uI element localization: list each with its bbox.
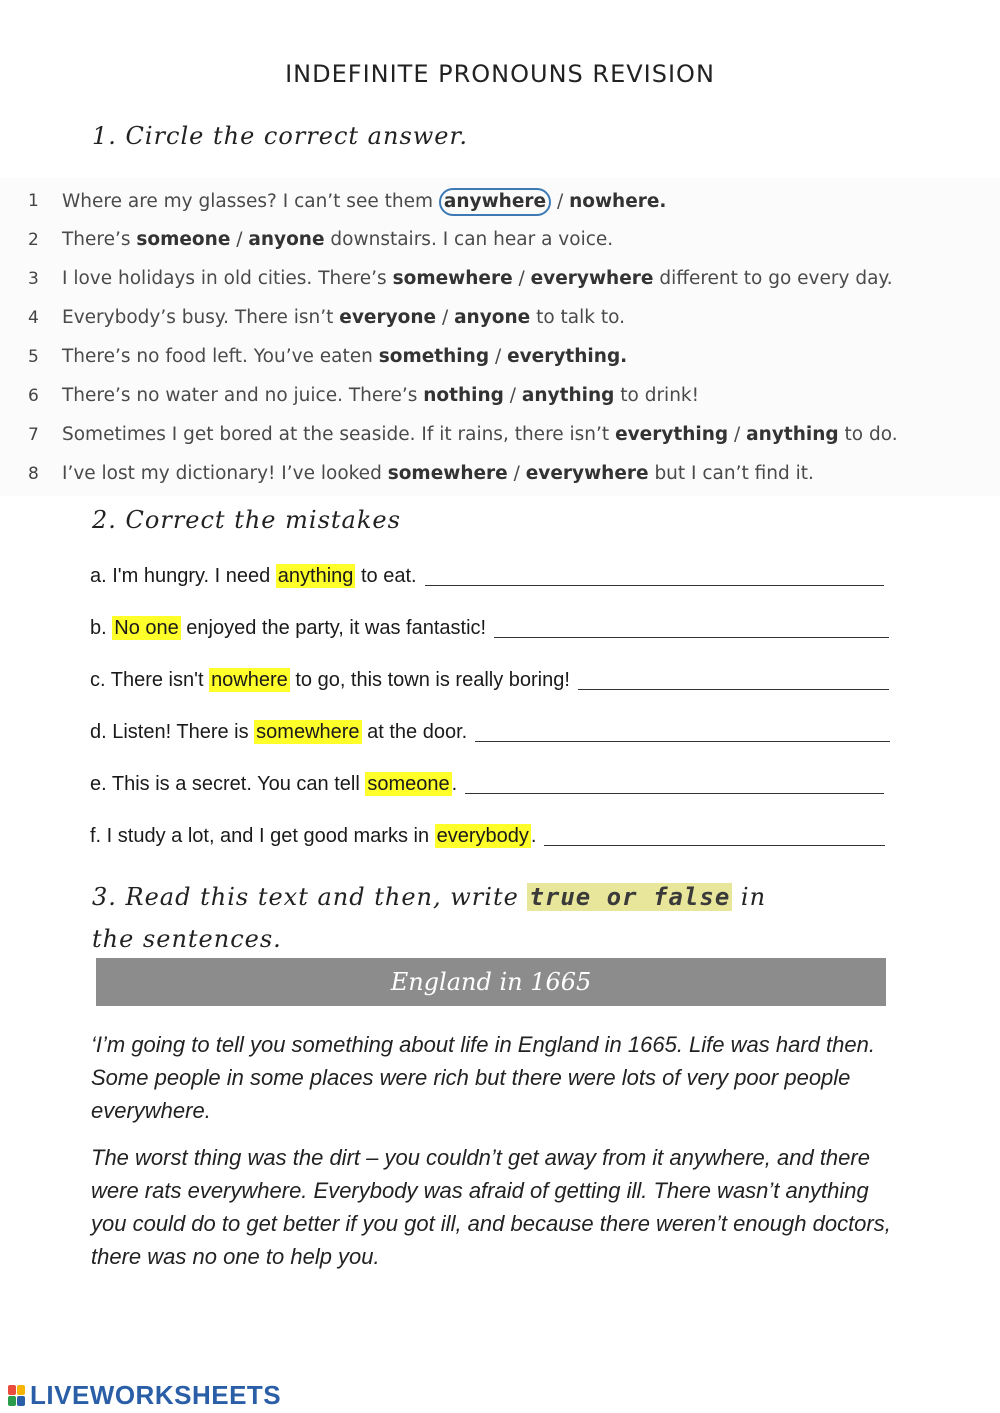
answer-blank[interactable] (465, 770, 884, 794)
exercise-1-list (0, 178, 1000, 496)
item-sentence: Where are my glasses? I can’t see them anywhere / nowhere. (62, 190, 666, 214)
option-1[interactable]: something (378, 346, 490, 367)
exercise-1-item (0, 412, 1000, 451)
liveworksheets-logo-icon (8, 1385, 26, 1407)
exercise-1-item (0, 451, 1000, 490)
option-2[interactable]: everywhere (525, 463, 649, 484)
option-1-circled[interactable]: anywhere (439, 188, 551, 216)
item-number: 6 (28, 386, 39, 406)
highlighted-mistake: somewhere (256, 721, 360, 743)
highlighted-mistake: nowhere (211, 669, 288, 691)
item-number: 8 (28, 464, 39, 484)
page-title: INDEFINITE PRONOUNS REVISION (285, 60, 715, 88)
option-2[interactable]: everywhere (530, 268, 654, 289)
item-sentence: d. Listen! There is somewhere at the door. (90, 721, 468, 743)
brand-name: LIVEWORKSHEETS (30, 1380, 282, 1410)
exercise-1-item (0, 373, 1000, 412)
item-number: 5 (28, 347, 39, 367)
item-number: 2 (28, 230, 39, 250)
option-2[interactable]: anyone (454, 307, 531, 328)
exercise-2-item (90, 714, 890, 748)
option-2[interactable]: anyone (248, 229, 325, 250)
section-3-heading: 3. Read this text and then, write true or false in the sentences. (92, 883, 767, 953)
item-sentence: c. There isn't nowhere to go, this town is really boring! (90, 669, 570, 691)
reading-paragraph-2: The worst thing was the dirt – you couldn’t get away from it anywhere, and there were rats everywhere. Everybody was afraid of getting ill. There wasn’t anything you could do to get better if you got ill, and because there weren’t enough doctors, there was no one to help you. (91, 1145, 891, 1269)
item-sentence: There’s no water and no juice. There’s nothing / anything to drink! (62, 385, 700, 406)
item-number: 4 (28, 308, 39, 328)
exercise-2-item (90, 818, 885, 852)
item-number: 7 (28, 425, 39, 445)
item-sentence: a. I'm hungry. I need anything to eat. (90, 565, 417, 587)
option-2[interactable]: anything (746, 424, 839, 445)
item-sentence: I’ve lost my dictionary! I’ve looked somewhere / everywhere but I can’t find it. (62, 463, 814, 484)
option-2[interactable]: nowhere. (569, 191, 667, 212)
exercise-1-item (0, 256, 1000, 295)
item-sentence: Everybody’s busy. There isn’t everyone / anyone to talk to. (62, 307, 626, 328)
item-sentence: There’s no food left. You’ve eaten something / everything. (62, 346, 628, 367)
exercise-2-item (90, 610, 889, 644)
option-1[interactable]: everything (615, 424, 729, 445)
answer-blank[interactable] (544, 822, 885, 846)
item-sentence: f. I study a lot, and I get good marks in everybody . (90, 825, 537, 847)
item-sentence: b. No one enjoyed the party, it was fantastic! (90, 617, 487, 639)
highlighted-mistake: No one (114, 617, 179, 639)
item-sentence: Sometimes I get bored at the seaside. If it rains, there isn’t everything / anything to do. (62, 424, 898, 445)
option-1[interactable]: nothing (423, 385, 504, 406)
exercise-2-item (90, 662, 889, 696)
option-2[interactable]: anything (521, 385, 615, 406)
highlighted-mistake: everybody (436, 825, 529, 847)
option-1[interactable]: everyone (339, 307, 437, 328)
item-sentence: I love holidays in old cities. There’s somewhere / everywhere different to go every day. (62, 268, 893, 289)
exercise-2-item (90, 766, 884, 800)
item-number: 3 (28, 269, 39, 289)
option-1[interactable]: somewhere (387, 463, 508, 484)
exercise-1-item (0, 178, 1000, 217)
section-2-heading: 2. Correct the mistakes (92, 506, 401, 534)
item-sentence: There’s someone / anyone downstairs. I can hear a voice. (62, 229, 614, 250)
item-number: 1 (28, 191, 39, 211)
exercise-1-item (0, 334, 1000, 373)
reading-paragraph-1: ‘I’m going to tell you something about life in England in 1665. Life was hard then. Some people in some places were rich but there were lots of very poor people everywhere. (91, 1032, 875, 1123)
footer-brand[interactable] (8, 1380, 281, 1411)
highlighted-mistake: someone (367, 773, 450, 795)
answer-blank[interactable] (475, 718, 890, 742)
answer-blank[interactable] (494, 614, 889, 638)
section-1-heading: 1. Circle the correct answer. (92, 122, 468, 150)
answer-blank[interactable] (578, 666, 889, 690)
exercise-1-item (0, 295, 1000, 334)
text-title-banner: England in 1665 (96, 958, 886, 1006)
highlighted-mistake: anything (277, 565, 354, 587)
option-1[interactable]: someone (136, 229, 231, 250)
exercise-2-item (90, 558, 884, 592)
option-2[interactable]: everything. (507, 346, 628, 367)
exercise-1-item (0, 217, 1000, 256)
true-or-false-highlight: true or false (529, 883, 731, 911)
option-1[interactable]: somewhere (392, 268, 513, 289)
answer-blank[interactable] (425, 562, 884, 586)
item-sentence: e. This is a secret. You can tell someone . (90, 773, 458, 795)
